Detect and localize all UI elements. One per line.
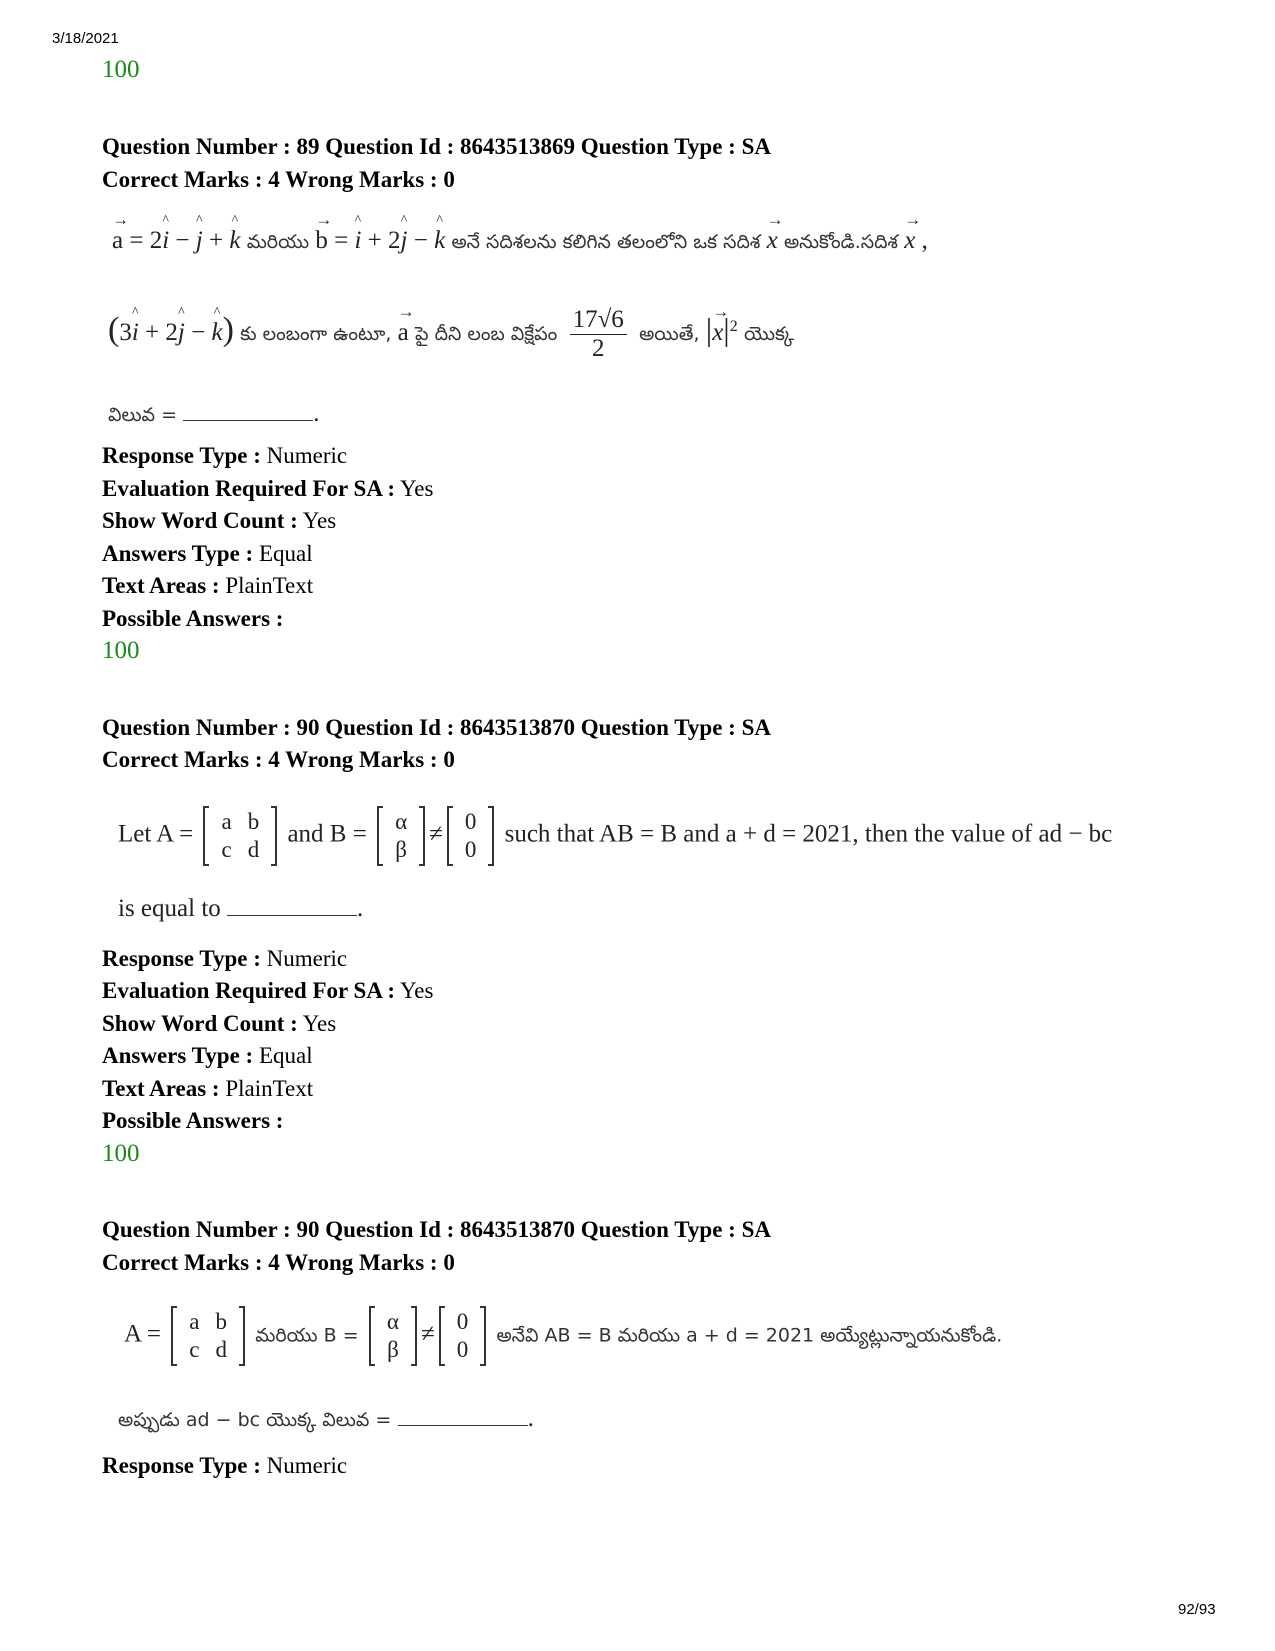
matrix-a: a b c d: [203, 806, 277, 866]
response-type: Response Type : Numeric: [102, 1453, 348, 1478]
possible-answer: 100: [102, 1140, 140, 1167]
matrix-a: a b c d: [171, 1306, 245, 1366]
question-marks: Correct Marks : 4 Wrong Marks : 0: [102, 747, 455, 772]
question-header: Question Number : 89 Question Id : 8643513869 Question Type : SA: [102, 134, 771, 159]
show-word-count: Show Word Count : Yes: [102, 508, 337, 533]
zero-matrix: 0 0: [439, 1306, 487, 1366]
answers-type: Answers Type : Equal: [102, 1043, 313, 1068]
question-stem-line: (3 ^ i + 2 ^ j − ^ k) కు లంబంగా ఉంటూ, → a పై దీని లంబ విక్షేపం $\frac{17√6}{2}$ అయితే, | → $x|^2$ యొక్క: [108, 302, 795, 362]
response-type: Response Type : Numeric: [102, 443, 348, 468]
question-stem-line: అప్పుడు ad − bc యొక్క విలువ = .: [118, 1405, 534, 1432]
previous-answer: 100: [102, 56, 140, 83]
question-header: Question Number : 90 Question Id : 8643513870 Question Type : SA: [102, 1217, 771, 1242]
text-areas: Text Areas : PlainText: [102, 573, 314, 598]
answers-type: Answers Type : Equal: [102, 541, 313, 566]
possible-answers-label: Possible Answers :: [102, 1108, 284, 1133]
response-type: Response Type : Numeric: [102, 946, 348, 971]
question-stem-line: A = a b c d మరియు B = α β ≠ 0 0 అనేవి AB = B మరియు a + d = 2021 అయ్యేట్లున్నాయనుకోండి.: [124, 1306, 1002, 1366]
answer-blank: [398, 1407, 528, 1426]
possible-answers-label: Possible Answers :: [102, 606, 284, 631]
page-number: 92/93: [1178, 1601, 1216, 1618]
matrix-b: α β: [377, 806, 425, 866]
question-marks: Correct Marks : 4 Wrong Marks : 0: [102, 1250, 455, 1275]
text-areas: Text Areas : PlainText: [102, 1076, 314, 1101]
zero-matrix: 0 0: [447, 806, 495, 866]
possible-answer: 100: [102, 637, 140, 664]
show-word-count: Show Word Count : Yes: [102, 1011, 337, 1036]
evaluation-required: Evaluation Required For SA : Yes: [102, 476, 434, 501]
answer-blank: [183, 402, 313, 421]
matrix-b: α β: [369, 1306, 417, 1366]
question-stem-line: → a = 2 ^ i − ^ j + ^ k మరియు → b = ^ i + 2 ^ j − ^ k అనే సదిశలను కలిగిన తలంలోని ఒక సదిశ → x అనుకోండి.సదిశ → x ,: [112, 210, 928, 254]
print-date: 3/18/2021: [52, 30, 119, 47]
question-header: Question Number : 90 Question Id : 8643513870 Question Type : SA: [102, 715, 771, 740]
answer-blank: [227, 897, 357, 916]
evaluation-required: Evaluation Required For SA : Yes: [102, 978, 434, 1003]
question-stem-line: Let A = a b c d and B = α β ≠ 0 0 such that AB = B and a + d = 2021, then the value of ad − bc: [118, 806, 1112, 866]
question-stem-line: విలువ = .: [108, 400, 320, 427]
question-marks: Correct Marks : 4 Wrong Marks : 0: [102, 167, 455, 192]
question-stem-line: is equal to .: [118, 895, 364, 922]
